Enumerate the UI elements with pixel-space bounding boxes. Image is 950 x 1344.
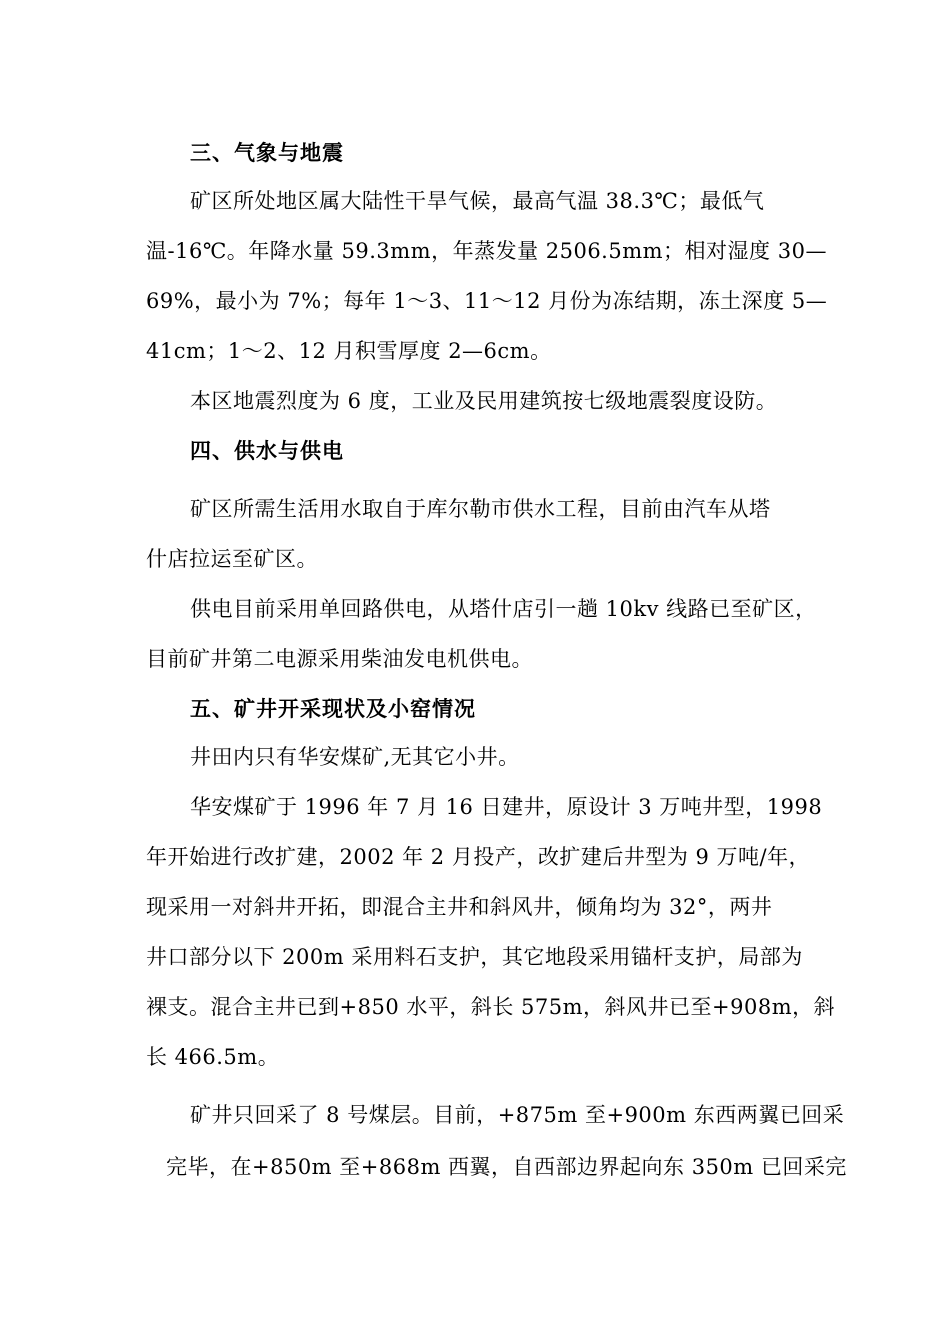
paragraph-line: 矿区所处地区属大陆性干旱气候，最高气温 38.3℃；最低气 xyxy=(190,189,765,213)
paragraph-line: 矿井只回采了 8 号煤层。目前，+875m 至+900m 东西两翼已回采 xyxy=(190,1103,845,1127)
paragraph-line: 长 466.5m。 xyxy=(146,1045,280,1069)
paragraph-line: 现采用一对斜井开拓，即混合主井和斜风井，倾角均为 32°，两井 xyxy=(146,895,773,919)
paragraph-line: 41cm；1～2、12 月积雪厚度 2—6cm。 xyxy=(146,339,552,363)
paragraph-line: 井口部分以下 200m 采用料石支护，其它地段采用锚杆支护，局部为 xyxy=(146,945,803,969)
section-heading-climate: 三、气象与地震 xyxy=(190,140,344,165)
paragraph-line: 什店拉运至矿区。 xyxy=(146,547,318,571)
section-heading-mining-status: 五、矿井开采现状及小窑情况 xyxy=(190,696,476,721)
paragraph-line: 井田内只有华安煤矿,无其它小井。 xyxy=(190,745,520,769)
paragraph-line: 裸支。混合主井已到+850 水平，斜长 575m，斜风井已至+908m，斜 xyxy=(146,995,836,1019)
paragraph-line: 69%，最小为 7%；每年 1～3、11～12 月份为冻结期，冻土深度 5— xyxy=(146,289,828,313)
paragraph-line: 目前矿井第二电源采用柴油发电机供电。 xyxy=(146,647,533,671)
paragraph-line: 温-16℃。年降水量 59.3mm，年蒸发量 2506.5mm；相对湿度 30— xyxy=(146,239,827,263)
paragraph-line: 本区地震烈度为 6 度，工业及民用建筑按七级地震裂度设防。 xyxy=(190,389,778,413)
paragraph-line: 供电目前采用单回路供电，从塔什店引一趟 10kv 线路已至矿区， xyxy=(190,597,817,621)
paragraph-line: 完毕，在+850m 至+868m 西翼，自西部边界起向东 350m 已回采完 xyxy=(166,1155,847,1179)
paragraph-line: 年开始进行改扩建，2002 年 2 月投产，改扩建后井型为 9 万吨/年， xyxy=(146,845,811,869)
section-heading-water-power: 四、供水与供电 xyxy=(190,438,344,463)
paragraph-line: 华安煤矿于 1996 年 7 月 16 日建井，原设计 3 万吨井型，1998 xyxy=(190,795,823,819)
paragraph-line: 矿区所需生活用水取自于库尔勒市供水工程，目前由汽车从塔 xyxy=(190,497,771,521)
